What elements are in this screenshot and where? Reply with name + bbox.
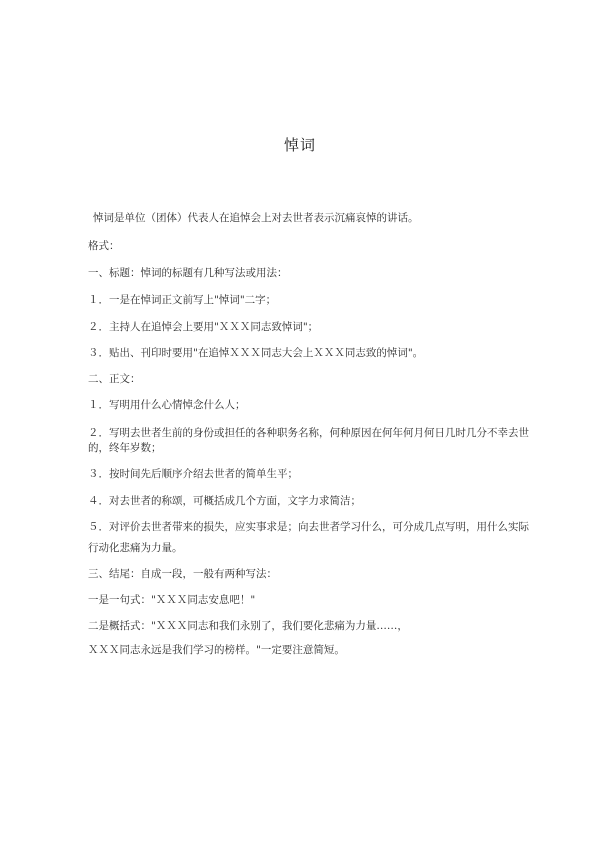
section-1-item-3: ３．贴出、刊印时要用"在追悼ＸＸＸ同志大会上ＸＸＸ同志致的悼词"。 bbox=[88, 347, 424, 359]
section-2-item-2-line-2: 的，终年岁数； bbox=[88, 442, 162, 454]
section-1-heading: 一、标题：悼词的标题有几种写法或用法： bbox=[88, 267, 288, 279]
format-label: 格式： bbox=[88, 240, 120, 252]
section-1-item-2: ２．主持人在追悼会上要用"ＸＸＸ同志致悼词"； bbox=[88, 321, 319, 333]
intro-paragraph: 悼词是单位（团体）代表人在追悼会上对去世者表示沉痛哀悼的讲话。 bbox=[93, 212, 419, 224]
section-3-item-2-line-1: 二是概括式："ＸＸＸ同志和我们永别了，我们要化悲痛为力量……， bbox=[88, 620, 408, 632]
section-2-heading: 二、正文： bbox=[88, 373, 141, 385]
section-3-item-1: 一是一句式："ＸＸＸ同志安息吧！" bbox=[88, 594, 256, 606]
section-1-item-1: １．一是在悼词正文前写上"悼词"二字； bbox=[88, 294, 277, 306]
section-3-item-2-line-2: ＸＸＸ同志永远是我们学习的榜样。"一定要注意简短。 bbox=[88, 644, 345, 656]
section-2-item-1: １．写明用什么心情悼念什么人； bbox=[88, 399, 246, 411]
document-title: 悼词 bbox=[283, 136, 316, 154]
section-2-item-5-line-1: ５．对评价去世者带来的损失，应实事求是；向去世者学习什么，可分成几点写明，用什么实际 bbox=[88, 521, 529, 533]
section-2-item-3: ３．按时间先后顺序介绍去世者的简单生平； bbox=[88, 468, 298, 480]
section-2-item-5-line-2: 行动化悲痛为力量。 bbox=[88, 542, 183, 554]
section-2-item-4: ４．对去世者的称颂，可概括成几个方面，文字力求简洁； bbox=[88, 495, 361, 507]
section-3-heading: 三、结尾：自成一段，一般有两种写法： bbox=[88, 568, 277, 580]
section-2-item-2-line-1: ２．写明去世者生前的身份或担任的各种职务名称，何种原因在何年何月何日几时几分不幸去世 bbox=[88, 427, 529, 439]
